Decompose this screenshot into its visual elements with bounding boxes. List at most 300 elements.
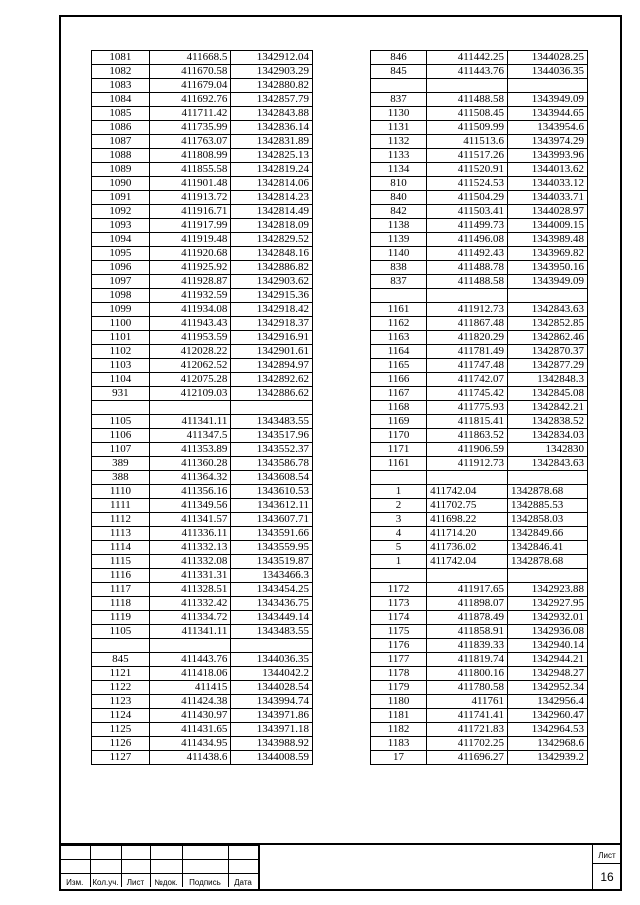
y-coordinate-cell: 1343969.82 xyxy=(508,247,588,261)
point-number-cell xyxy=(371,569,427,583)
table-row xyxy=(371,51,588,65)
point-number-cell: 1112 xyxy=(92,513,150,527)
point-number-cell: 842 xyxy=(371,205,427,219)
y-coordinate-cell: 1342877.29 xyxy=(508,359,588,373)
x-coordinate-cell: 411920.68 xyxy=(149,247,231,261)
point-number-cell: 1171 xyxy=(371,443,427,457)
header-change: Изм. xyxy=(60,874,90,888)
y-coordinate-cell: 1342843.63 xyxy=(508,457,588,471)
table-row xyxy=(92,513,313,527)
y-coordinate-cell: 1344036.35 xyxy=(231,653,313,667)
point-number-cell: 1130 xyxy=(371,107,427,121)
table-row xyxy=(371,93,588,107)
point-number-cell: 4 xyxy=(371,527,427,541)
table-row xyxy=(92,499,313,513)
table-row xyxy=(371,373,588,387)
y-coordinate-cell: 1342814.49 xyxy=(231,205,313,219)
y-coordinate-cell xyxy=(231,401,313,415)
point-number-cell: 837 xyxy=(371,275,427,289)
point-number-cell: 1090 xyxy=(92,177,150,191)
table-row xyxy=(92,331,313,345)
table-row xyxy=(371,695,588,709)
header-signature: Подпись xyxy=(182,874,228,888)
table-row xyxy=(371,457,588,471)
y-coordinate-cell: 1343608.54 xyxy=(231,471,313,485)
table-row xyxy=(92,191,313,205)
y-coordinate-cell: 1342968.6 xyxy=(508,737,588,751)
table-row xyxy=(371,121,588,135)
table-row xyxy=(371,177,588,191)
x-coordinate-cell: 411912.73 xyxy=(427,303,508,317)
y-coordinate-cell: 1342923.88 xyxy=(508,583,588,597)
x-coordinate-cell xyxy=(427,569,508,583)
x-coordinate-cell: 411341.11 xyxy=(149,415,231,429)
table-row xyxy=(92,597,313,611)
x-coordinate-cell: 411781.49 xyxy=(427,345,508,359)
x-coordinate-cell: 411430.97 xyxy=(149,709,231,723)
x-coordinate-cell: 411808.99 xyxy=(149,149,231,163)
y-coordinate-cell: 1342814.06 xyxy=(231,177,313,191)
point-number-cell: 1118 xyxy=(92,597,150,611)
point-number-cell: 1093 xyxy=(92,219,150,233)
point-number-cell: 1103 xyxy=(92,359,150,373)
y-coordinate-cell: 1343993.96 xyxy=(508,149,588,163)
point-number-cell: 1170 xyxy=(371,429,427,443)
table-row xyxy=(371,289,588,303)
y-coordinate-cell: 1343449.14 xyxy=(231,611,313,625)
table-row xyxy=(92,205,313,219)
point-number-cell: 1117 xyxy=(92,583,150,597)
table-row xyxy=(371,429,588,443)
point-number-cell: 810 xyxy=(371,177,427,191)
table-row xyxy=(371,317,588,331)
x-coordinate-cell: 412109.03 xyxy=(149,387,231,401)
y-coordinate-cell: 1342818.09 xyxy=(231,219,313,233)
point-number-cell xyxy=(371,471,427,485)
title-block xyxy=(60,843,621,890)
x-coordinate-cell: 411360.28 xyxy=(149,457,231,471)
y-coordinate-cell: 1343989.48 xyxy=(508,233,588,247)
table-row xyxy=(371,331,588,345)
y-coordinate-cell: 1344009.15 xyxy=(508,219,588,233)
sheet-label: Лист xyxy=(598,851,616,860)
y-coordinate-cell: 1343974.29 xyxy=(508,135,588,149)
y-coordinate-cell: 1342862.46 xyxy=(508,331,588,345)
y-coordinate-cell: 1342944.21 xyxy=(508,653,588,667)
x-coordinate-cell: 411415 xyxy=(149,681,231,695)
x-coordinate-cell: 411508.45 xyxy=(427,107,508,121)
y-coordinate-cell: 1342964.53 xyxy=(508,723,588,737)
x-coordinate-cell: 411741.41 xyxy=(427,709,508,723)
x-coordinate-cell: 411424.38 xyxy=(149,695,231,709)
x-coordinate-cell: 411692.76 xyxy=(149,93,231,107)
x-coordinate-cell: 411492.43 xyxy=(427,247,508,261)
table-row xyxy=(371,107,588,121)
point-number-cell xyxy=(371,79,427,93)
x-coordinate-cell: 411503.41 xyxy=(427,205,508,219)
table-row xyxy=(371,611,588,625)
table-row xyxy=(92,723,313,737)
point-number-cell: 1100 xyxy=(92,317,150,331)
x-coordinate-cell: 411418.06 xyxy=(149,667,231,681)
x-coordinate-cell: 411800.16 xyxy=(427,667,508,681)
point-number-cell: 1087 xyxy=(92,135,150,149)
point-number-cell xyxy=(92,401,150,415)
point-number-cell: 1098 xyxy=(92,289,150,303)
point-number-cell: 1111 xyxy=(92,499,150,513)
y-coordinate-cell: 1343612.11 xyxy=(231,499,313,513)
point-number-cell: 1163 xyxy=(371,331,427,345)
point-number-cell: 1140 xyxy=(371,247,427,261)
table-row xyxy=(92,667,313,681)
table-row xyxy=(92,737,313,751)
point-number-cell xyxy=(92,639,150,653)
x-coordinate-cell: 411520.91 xyxy=(427,163,508,177)
table-row xyxy=(92,219,313,233)
table-row xyxy=(92,555,313,569)
x-coordinate-cell: 412075.28 xyxy=(149,373,231,387)
point-number-cell: 845 xyxy=(92,653,150,667)
x-coordinate-cell xyxy=(149,401,231,415)
table-row xyxy=(371,163,588,177)
y-coordinate-cell: 1344033.71 xyxy=(508,191,588,205)
table-row xyxy=(92,527,313,541)
table-row xyxy=(371,499,588,513)
x-coordinate-cell: 411925.92 xyxy=(149,261,231,275)
x-coordinate-cell: 411761 xyxy=(427,695,508,709)
y-coordinate-cell: 1344042.2 xyxy=(231,667,313,681)
x-coordinate-cell: 411509.99 xyxy=(427,121,508,135)
y-coordinate-cell: 1343559.95 xyxy=(231,541,313,555)
point-number-cell: 1164 xyxy=(371,345,427,359)
x-coordinate-cell: 411736.02 xyxy=(427,541,508,555)
table-row xyxy=(92,275,313,289)
x-coordinate-cell: 411670.58 xyxy=(149,65,231,79)
x-coordinate-cell: 411867.48 xyxy=(427,317,508,331)
x-coordinate-cell: 411735.99 xyxy=(149,121,231,135)
y-coordinate-cell: 1342878.68 xyxy=(508,555,588,569)
header-date: Дата xyxy=(228,874,258,888)
x-coordinate-cell: 411928.87 xyxy=(149,275,231,289)
point-number-cell: 838 xyxy=(371,261,427,275)
point-number-cell: 1168 xyxy=(371,401,427,415)
x-coordinate-cell: 411863.52 xyxy=(427,429,508,443)
point-number-cell: 1174 xyxy=(371,611,427,625)
table-row xyxy=(92,485,313,499)
x-coordinate-cell: 411820.29 xyxy=(427,331,508,345)
y-coordinate-cell: 1342878.68 xyxy=(508,485,588,499)
y-coordinate-cell: 1342960.47 xyxy=(508,709,588,723)
y-coordinate-cell: 1342886.82 xyxy=(231,261,313,275)
y-coordinate-cell: 1343552.37 xyxy=(231,443,313,457)
point-number-cell: 1 xyxy=(371,555,427,569)
table-row xyxy=(371,191,588,205)
y-coordinate-cell: 1343994.74 xyxy=(231,695,313,709)
x-coordinate-cell: 411714.20 xyxy=(427,527,508,541)
table-row xyxy=(371,401,588,415)
x-coordinate-cell: 411742.07 xyxy=(427,373,508,387)
table-row xyxy=(92,569,313,583)
x-coordinate-cell: 411901.48 xyxy=(149,177,231,191)
point-number-cell: 1165 xyxy=(371,359,427,373)
point-number-cell: 1124 xyxy=(92,709,150,723)
table-row xyxy=(92,709,313,723)
y-coordinate-cell: 1343436.75 xyxy=(231,597,313,611)
table-row xyxy=(92,359,313,373)
y-coordinate-cell: 1342903.62 xyxy=(231,275,313,289)
point-number-cell: 1083 xyxy=(92,79,150,93)
y-coordinate-cell xyxy=(508,79,588,93)
point-number-cell: 1089 xyxy=(92,163,150,177)
y-coordinate-cell: 1343949.09 xyxy=(508,93,588,107)
x-coordinate-cell: 411524.53 xyxy=(427,177,508,191)
point-number-cell: 1085 xyxy=(92,107,150,121)
x-coordinate-cell: 411356.16 xyxy=(149,485,231,499)
point-number-cell: 1105 xyxy=(92,415,150,429)
table-row xyxy=(371,527,588,541)
point-number-cell: 1095 xyxy=(92,247,150,261)
table-row xyxy=(92,107,313,121)
x-coordinate-cell: 411721.83 xyxy=(427,723,508,737)
table-row xyxy=(92,135,313,149)
table-row xyxy=(92,65,313,79)
sheet-number: 16 xyxy=(600,870,614,884)
table-row xyxy=(92,51,313,65)
table-row xyxy=(92,541,313,555)
point-number-cell: 389 xyxy=(92,457,150,471)
table-row xyxy=(92,317,313,331)
table-row xyxy=(371,345,588,359)
x-coordinate-cell: 411347.5 xyxy=(149,429,231,443)
table-row xyxy=(371,205,588,219)
table-row xyxy=(371,149,588,163)
table-row xyxy=(371,667,588,681)
point-number-cell: 1097 xyxy=(92,275,150,289)
x-coordinate-cell: 411702.75 xyxy=(427,499,508,513)
y-coordinate-cell: 1342892.62 xyxy=(231,373,313,387)
table-row xyxy=(92,611,313,625)
point-number-cell: 1121 xyxy=(92,667,150,681)
x-coordinate-cell: 411932.59 xyxy=(149,289,231,303)
point-number-cell: 1107 xyxy=(92,443,150,457)
x-coordinate-cell: 411517.26 xyxy=(427,149,508,163)
header-sheet: Лист xyxy=(121,874,150,888)
y-coordinate-cell: 1343971.18 xyxy=(231,723,313,737)
table-row xyxy=(371,639,588,653)
table-row xyxy=(92,387,313,401)
x-coordinate-cell: 411917.99 xyxy=(149,219,231,233)
y-coordinate-cell: 1342857.79 xyxy=(231,93,313,107)
sheet-divider xyxy=(593,863,621,864)
table-row xyxy=(371,555,588,569)
table-row xyxy=(92,415,313,429)
point-number-cell: 1169 xyxy=(371,415,427,429)
table-row xyxy=(92,751,313,765)
y-coordinate-cell: 1342916.91 xyxy=(231,331,313,345)
x-coordinate-cell: 411917.65 xyxy=(427,583,508,597)
x-coordinate-cell: 411353.89 xyxy=(149,443,231,457)
y-coordinate-cell: 1342831.89 xyxy=(231,135,313,149)
point-number-cell: 837 xyxy=(371,93,427,107)
x-coordinate-cell: 411496.08 xyxy=(427,233,508,247)
table-row xyxy=(92,583,313,597)
x-coordinate-cell: 411953.59 xyxy=(149,331,231,345)
table-row xyxy=(371,359,588,373)
x-coordinate-cell: 411679.04 xyxy=(149,79,231,93)
table-row xyxy=(371,261,588,275)
y-coordinate-cell: 1342936.08 xyxy=(508,625,588,639)
y-coordinate-cell: 1342819.24 xyxy=(231,163,313,177)
x-coordinate-cell: 411341.57 xyxy=(149,513,231,527)
table-row xyxy=(371,597,588,611)
table-row xyxy=(371,275,588,289)
point-number-cell: 1086 xyxy=(92,121,150,135)
y-coordinate-cell: 1342918.37 xyxy=(231,317,313,331)
x-coordinate-cell: 411916.71 xyxy=(149,205,231,219)
revision-header-row xyxy=(60,874,258,888)
x-coordinate-cell: 411499.73 xyxy=(427,219,508,233)
point-number-cell: 1123 xyxy=(92,695,150,709)
point-number-cell: 1081 xyxy=(92,51,150,65)
y-coordinate-cell: 1344033.12 xyxy=(508,177,588,191)
y-coordinate-cell: 1343971.86 xyxy=(231,709,313,723)
x-coordinate-cell: 411934.08 xyxy=(149,303,231,317)
x-coordinate-cell: 411488.58 xyxy=(427,93,508,107)
table-row xyxy=(92,93,313,107)
table-row xyxy=(371,541,588,555)
x-coordinate-cell: 412062.52 xyxy=(149,359,231,373)
point-number-cell: 1106 xyxy=(92,429,150,443)
y-coordinate-cell: 1342894.97 xyxy=(231,359,313,373)
table-row xyxy=(92,401,313,415)
point-number-cell: 1161 xyxy=(371,303,427,317)
x-coordinate-cell xyxy=(149,639,231,653)
point-number-cell: 1092 xyxy=(92,205,150,219)
point-number-cell: 1181 xyxy=(371,709,427,723)
x-coordinate-cell: 411334.72 xyxy=(149,611,231,625)
y-coordinate-cell: 1342932.01 xyxy=(508,611,588,625)
x-coordinate-cell: 411488.78 xyxy=(427,261,508,275)
point-number-cell: 1110 xyxy=(92,485,150,499)
point-number-cell: 1167 xyxy=(371,387,427,401)
point-number-cell: 1132 xyxy=(371,135,427,149)
point-number-cell: 1115 xyxy=(92,555,150,569)
point-number-cell: 845 xyxy=(371,65,427,79)
x-coordinate-cell: 411747.48 xyxy=(427,359,508,373)
y-coordinate-cell: 1342952.34 xyxy=(508,681,588,695)
point-number-cell: 1162 xyxy=(371,317,427,331)
point-number-cell: 1099 xyxy=(92,303,150,317)
table-row xyxy=(92,149,313,163)
point-number-cell: 1122 xyxy=(92,681,150,695)
x-coordinate-cell: 411698.22 xyxy=(427,513,508,527)
y-coordinate-cell: 1342927.95 xyxy=(508,597,588,611)
x-coordinate-cell: 411332.42 xyxy=(149,597,231,611)
table-row xyxy=(92,345,313,359)
point-number-cell: 1101 xyxy=(92,331,150,345)
x-coordinate-cell: 411434.95 xyxy=(149,737,231,751)
table-row xyxy=(92,233,313,247)
y-coordinate-cell: 1342880.82 xyxy=(231,79,313,93)
table-row xyxy=(371,247,588,261)
x-coordinate-cell: 411763.07 xyxy=(149,135,231,149)
point-number-cell: 3 xyxy=(371,513,427,527)
x-coordinate-cell xyxy=(427,289,508,303)
x-coordinate-cell: 411431.65 xyxy=(149,723,231,737)
point-number-cell: 1175 xyxy=(371,625,427,639)
table-row xyxy=(371,387,588,401)
x-coordinate-cell: 411906.59 xyxy=(427,443,508,457)
x-coordinate-cell: 411513.6 xyxy=(427,135,508,149)
table-row xyxy=(92,79,313,93)
table-row xyxy=(92,373,313,387)
table-row xyxy=(371,681,588,695)
point-number-cell: 1104 xyxy=(92,373,150,387)
x-coordinate-cell: 411331.31 xyxy=(149,569,231,583)
y-coordinate-cell: 1342842.21 xyxy=(508,401,588,415)
table-row xyxy=(92,121,313,135)
point-number-cell: 1102 xyxy=(92,345,150,359)
point-number-cell: 1126 xyxy=(92,737,150,751)
y-coordinate-cell: 1342886.62 xyxy=(231,387,313,401)
table-row xyxy=(92,429,313,443)
point-number-cell: 1088 xyxy=(92,149,150,163)
table-row xyxy=(371,625,588,639)
y-coordinate-cell: 1342843.63 xyxy=(508,303,588,317)
y-coordinate-cell: 1344028.97 xyxy=(508,205,588,219)
y-coordinate-cell: 1342948.27 xyxy=(508,667,588,681)
x-coordinate-cell: 411349.56 xyxy=(149,499,231,513)
coordinates-table-right xyxy=(370,50,588,765)
y-coordinate-cell xyxy=(231,639,313,653)
y-coordinate-cell: 1343586.78 xyxy=(231,457,313,471)
table-row xyxy=(371,219,588,233)
x-coordinate-cell: 411332.08 xyxy=(149,555,231,569)
point-number-cell: 1178 xyxy=(371,667,427,681)
y-coordinate-cell: 1342901.61 xyxy=(231,345,313,359)
x-coordinate-cell: 412028.22 xyxy=(149,345,231,359)
table-row xyxy=(371,583,588,597)
table-row xyxy=(92,303,313,317)
y-coordinate-cell: 1343949.09 xyxy=(508,275,588,289)
y-coordinate-cell: 1342836.14 xyxy=(231,121,313,135)
y-coordinate-cell: 1344028.54 xyxy=(231,681,313,695)
point-number-cell: 1134 xyxy=(371,163,427,177)
y-coordinate-cell: 1344028.25 xyxy=(508,51,588,65)
x-coordinate-cell: 411878.49 xyxy=(427,611,508,625)
table-row xyxy=(371,485,588,499)
y-coordinate-cell: 1342829.52 xyxy=(231,233,313,247)
point-number-cell: 1113 xyxy=(92,527,150,541)
x-coordinate-cell: 411438.6 xyxy=(149,751,231,765)
x-coordinate-cell: 411668.5 xyxy=(149,51,231,65)
x-coordinate-cell: 411742.04 xyxy=(427,555,508,569)
y-coordinate-cell: 1343517.96 xyxy=(231,429,313,443)
point-number-cell: 931 xyxy=(92,387,150,401)
point-number-cell: 1096 xyxy=(92,261,150,275)
x-coordinate-cell: 411504.29 xyxy=(427,191,508,205)
table-row xyxy=(371,737,588,751)
y-coordinate-cell: 1344013.62 xyxy=(508,163,588,177)
point-number-cell: 1114 xyxy=(92,541,150,555)
x-coordinate-cell: 411819.74 xyxy=(427,653,508,667)
point-number-cell: 1177 xyxy=(371,653,427,667)
y-coordinate-cell: 1343954.6 xyxy=(508,121,588,135)
point-number-cell: 1179 xyxy=(371,681,427,695)
table-row xyxy=(92,695,313,709)
point-number-cell: 2 xyxy=(371,499,427,513)
point-number-cell: 1 xyxy=(371,485,427,499)
